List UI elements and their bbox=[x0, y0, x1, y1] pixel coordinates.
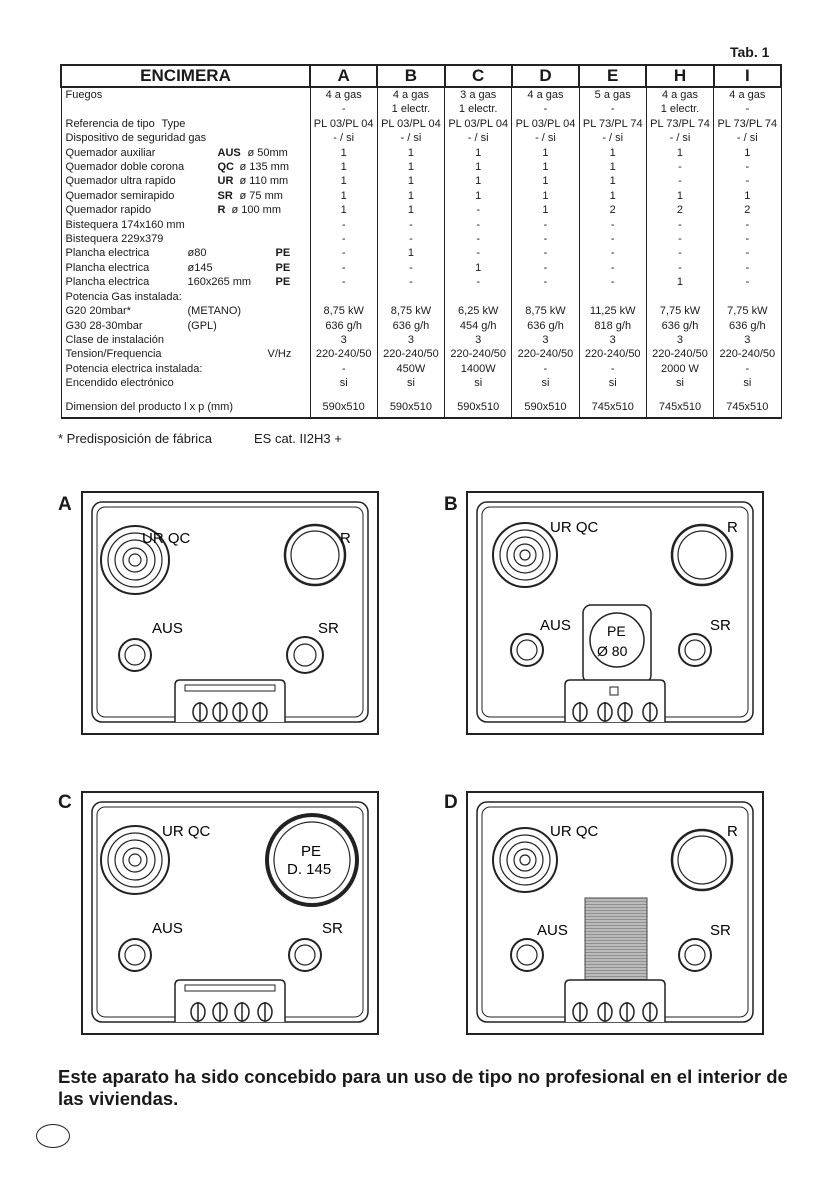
table-cell bbox=[579, 290, 646, 304]
label-pe-size: D. 145 bbox=[287, 861, 332, 878]
burner-sr bbox=[289, 939, 321, 971]
row-label bbox=[61, 290, 310, 304]
table-cell: 4 a gas bbox=[512, 87, 579, 102]
burner-ur-qc bbox=[493, 828, 557, 892]
row-label-pe: PE bbox=[275, 276, 291, 289]
table-cell: 2 bbox=[646, 203, 713, 217]
label-r: R bbox=[727, 519, 738, 536]
table-cell bbox=[646, 290, 713, 304]
table-cell: - bbox=[714, 261, 781, 275]
burner-r bbox=[672, 830, 732, 890]
label-pe: PE bbox=[301, 843, 322, 860]
footnote-text: * Predisposición de fábrica bbox=[58, 431, 212, 446]
row-label bbox=[61, 146, 310, 160]
row-label-text: Dimension del producto l x p (mm) bbox=[65, 401, 234, 414]
label-pe-size: Ø 80 bbox=[597, 643, 628, 659]
row-label bbox=[61, 347, 310, 361]
table-cell: PL 73/PL 74 bbox=[714, 117, 781, 131]
table-row bbox=[61, 246, 781, 260]
table-cell: - bbox=[310, 218, 377, 232]
table-cell: - bbox=[445, 246, 512, 260]
table-cell: 1 electr. bbox=[445, 102, 512, 116]
label-aus: AUS bbox=[152, 620, 183, 637]
column-header: C bbox=[445, 65, 512, 87]
label-pe: PE bbox=[607, 623, 626, 639]
row-label-text: Plancha electrica bbox=[65, 276, 150, 289]
table-cell: - bbox=[646, 246, 713, 260]
table-cell: 818 g/h bbox=[579, 319, 646, 333]
table-cell: 636 g/h bbox=[512, 319, 579, 333]
table-cell: - bbox=[646, 160, 713, 174]
table-cell: 1 bbox=[445, 160, 512, 174]
table-cell: 1 bbox=[646, 275, 713, 289]
row-label-code: R bbox=[217, 204, 226, 217]
label-sr: SR bbox=[710, 617, 731, 634]
row-label-text: Clase de instalación bbox=[65, 333, 164, 346]
table-cell: 220-240/50 bbox=[377, 347, 444, 361]
table-label: Tab. 1 bbox=[730, 44, 770, 60]
row-label-code: UR bbox=[217, 175, 234, 188]
row-label-text: Plancha electrica bbox=[65, 247, 150, 260]
burner-sr bbox=[287, 637, 323, 673]
table-row bbox=[61, 376, 781, 390]
row-label-size: ø 75 mm bbox=[239, 189, 283, 202]
table-cell: 1 bbox=[377, 189, 444, 203]
table-cell: - bbox=[310, 275, 377, 289]
row-label bbox=[61, 232, 310, 246]
label-sr: SR bbox=[710, 922, 731, 939]
usage-notice: Este aparato ha sido concebido para un uso de tipo no profesional en el interior de las viviendas. bbox=[58, 1066, 788, 1109]
table-cell: 1 bbox=[310, 189, 377, 203]
table-cell: 2 bbox=[714, 203, 781, 217]
page-number-circle bbox=[36, 1124, 70, 1148]
row-label-text: Bistequera 229x379 bbox=[65, 233, 164, 246]
table-cell: 220-240/50 bbox=[445, 347, 512, 361]
table-cell: 1 bbox=[714, 146, 781, 160]
table-cell: 1 bbox=[646, 189, 713, 203]
row-label bbox=[61, 131, 310, 145]
table-cell: - / si bbox=[579, 131, 646, 145]
table-cell: - bbox=[714, 232, 781, 246]
row-label-size: ø 135 mm bbox=[239, 161, 290, 174]
table-cell: - bbox=[579, 232, 646, 246]
column-header: I bbox=[714, 65, 781, 87]
table-cell: - bbox=[579, 246, 646, 260]
table-cell: 3 a gas bbox=[445, 87, 512, 102]
table-cell: 220-240/50 bbox=[512, 347, 579, 361]
table-cell bbox=[714, 290, 781, 304]
diagram-label-a: A bbox=[58, 494, 72, 515]
table-cell bbox=[445, 290, 512, 304]
table-cell: 8,75 kW bbox=[512, 304, 579, 318]
diagram-label-d: D bbox=[444, 792, 458, 813]
table-cell: - bbox=[377, 232, 444, 246]
footnote bbox=[58, 431, 342, 446]
table-cell: 636 g/h bbox=[377, 319, 444, 333]
table-cell: si bbox=[579, 376, 646, 390]
table-cell: 1 bbox=[512, 146, 579, 160]
table-cell: 3 bbox=[646, 333, 713, 347]
label-r: R bbox=[727, 823, 738, 840]
table-cell: - / si bbox=[377, 131, 444, 145]
table-cell bbox=[377, 290, 444, 304]
burner-sr bbox=[679, 634, 711, 666]
table-cell: 1 bbox=[377, 246, 444, 260]
table-cell: - bbox=[714, 246, 781, 260]
row-label-text: Potencia electrica instalada: bbox=[65, 362, 203, 375]
row-label-size: ø 100 mm bbox=[231, 204, 282, 217]
table-cell: - bbox=[377, 218, 444, 232]
row-label bbox=[61, 376, 310, 390]
row-label-mid: (GPL) bbox=[187, 319, 217, 332]
table-cell bbox=[512, 290, 579, 304]
table-cell: 1 bbox=[646, 146, 713, 160]
row-label-mid: 160x265 mm bbox=[187, 276, 252, 289]
table-cell: - bbox=[714, 275, 781, 289]
label-urqc: UR QC bbox=[142, 530, 191, 547]
row-label-text: Dispositivo de seguridad gas bbox=[65, 132, 207, 145]
table-cell: 1 bbox=[310, 174, 377, 188]
label-aus: AUS bbox=[537, 922, 568, 939]
table-cell: 590x510 bbox=[377, 391, 444, 418]
table-cell: 1 bbox=[512, 189, 579, 203]
hob-diagram-c bbox=[80, 790, 380, 1040]
table-cell: 220-240/50 bbox=[310, 347, 377, 361]
table-cell: PL 73/PL 74 bbox=[579, 117, 646, 131]
table-cell: - bbox=[714, 102, 781, 116]
table-cell: 8,75 kW bbox=[377, 304, 444, 318]
electric-plate-145 bbox=[267, 815, 357, 905]
table-cell: 5 a gas bbox=[579, 87, 646, 102]
table-cell: 636 g/h bbox=[714, 319, 781, 333]
table-cell: 636 g/h bbox=[646, 319, 713, 333]
table-cell: - bbox=[445, 203, 512, 217]
table-cell: - bbox=[445, 218, 512, 232]
table-cell: 4 a gas bbox=[646, 87, 713, 102]
row-label-rt: V/Hz bbox=[267, 348, 292, 361]
table-cell: 745x510 bbox=[646, 391, 713, 418]
table-cell: 7,75 kW bbox=[714, 304, 781, 318]
table-row bbox=[61, 203, 781, 217]
row-label-text: Tension/Frequencia bbox=[65, 348, 162, 361]
table-cell: PL 03/PL 04 bbox=[310, 117, 377, 131]
table-cell: - / si bbox=[714, 131, 781, 145]
table-cell: - bbox=[714, 160, 781, 174]
table-cell: 3 bbox=[310, 333, 377, 347]
table-cell: 1 bbox=[579, 189, 646, 203]
row-label-text: Quemador semirapido bbox=[65, 189, 175, 202]
column-header: D bbox=[512, 65, 579, 87]
table-row bbox=[61, 275, 781, 289]
table-cell: 220-240/50 bbox=[646, 347, 713, 361]
table-cell: 1 bbox=[512, 160, 579, 174]
label-aus: AUS bbox=[540, 617, 571, 634]
row-label bbox=[61, 362, 310, 376]
table-cell: 1 bbox=[377, 203, 444, 217]
burner-sr bbox=[679, 939, 711, 971]
table-cell: - / si bbox=[512, 131, 579, 145]
table-cell: - bbox=[579, 102, 646, 116]
column-header: E bbox=[579, 65, 646, 87]
row-label bbox=[61, 203, 310, 217]
burner-aus bbox=[511, 634, 543, 666]
table-cell: - bbox=[579, 218, 646, 232]
table-cell: 590x510 bbox=[310, 391, 377, 418]
table-row bbox=[61, 189, 781, 203]
row-label-text: Quemador ultra rapido bbox=[65, 175, 176, 188]
burner-aus bbox=[511, 939, 543, 971]
table-cell: - bbox=[310, 362, 377, 376]
column-header: A bbox=[310, 65, 377, 87]
table-cell: - bbox=[646, 174, 713, 188]
table-cell: - bbox=[512, 102, 579, 116]
table-cell: - bbox=[310, 246, 377, 260]
table-row bbox=[61, 333, 781, 347]
table-cell: si bbox=[714, 376, 781, 390]
table-cell: 1 bbox=[310, 146, 377, 160]
table-cell: - bbox=[579, 362, 646, 376]
table-cell: - bbox=[512, 218, 579, 232]
table-cell: 2000 W bbox=[646, 362, 713, 376]
table-cell: 8,75 kW bbox=[310, 304, 377, 318]
row-label-code: AUS bbox=[217, 146, 241, 159]
row-label bbox=[61, 319, 310, 333]
table-cell: PL 73/PL 74 bbox=[646, 117, 713, 131]
table-cell: 1 bbox=[714, 189, 781, 203]
table-row bbox=[61, 146, 781, 160]
row-label-mid: ø145 bbox=[187, 261, 213, 274]
table-cell: si bbox=[445, 376, 512, 390]
row-label-pe: PE bbox=[275, 247, 291, 260]
table-cell: 11,25 kW bbox=[579, 304, 646, 318]
gas-category: ES cat. II2H3 + bbox=[254, 431, 342, 446]
table-cell: - bbox=[310, 261, 377, 275]
table-cell: - bbox=[646, 218, 713, 232]
table-cell: - bbox=[646, 232, 713, 246]
row-label bbox=[61, 87, 310, 102]
table-row bbox=[61, 102, 781, 116]
row-label-text: G30 28-30mbar bbox=[65, 319, 143, 332]
table-header-row bbox=[61, 65, 781, 87]
table-cell: PL 03/PL 04 bbox=[377, 117, 444, 131]
table-cell: PL 03/PL 04 bbox=[445, 117, 512, 131]
table-cell: 590x510 bbox=[445, 391, 512, 418]
row-label-text: Bistequera 174x160 mm bbox=[65, 218, 185, 231]
table-cell: - bbox=[714, 218, 781, 232]
diagram-label-c: C bbox=[58, 792, 72, 813]
row-label-text: Quemador auxiliar bbox=[65, 146, 156, 159]
label-sr: SR bbox=[322, 920, 343, 937]
table-cell: 1 bbox=[377, 160, 444, 174]
table-cell: - bbox=[512, 362, 579, 376]
table-cell: - bbox=[579, 261, 646, 275]
row-label bbox=[61, 102, 310, 116]
row-label-text: Fuegos bbox=[65, 89, 103, 101]
table-cell: - bbox=[512, 232, 579, 246]
burner-aus bbox=[119, 639, 151, 671]
row-label-text: Plancha electrica bbox=[65, 261, 150, 274]
table-header-title: ENCIMERA bbox=[61, 65, 310, 87]
table-cell: si bbox=[646, 376, 713, 390]
table-cell: 1 bbox=[579, 160, 646, 174]
label-urqc: UR QC bbox=[162, 823, 211, 840]
table-cell: 6,25 kW bbox=[445, 304, 512, 318]
table-cell: 3 bbox=[579, 333, 646, 347]
row-label bbox=[61, 261, 310, 275]
table-row bbox=[61, 174, 781, 188]
label-urqc: UR QC bbox=[550, 823, 599, 840]
burner-ur-qc bbox=[493, 523, 557, 587]
table-cell: 3 bbox=[512, 333, 579, 347]
table-row bbox=[61, 232, 781, 246]
table-cell: 450W bbox=[377, 362, 444, 376]
row-label bbox=[61, 275, 310, 289]
table-cell: 1 bbox=[310, 160, 377, 174]
row-label-text: Quemador rapido bbox=[65, 204, 152, 217]
row-label-size: ø 110 mm bbox=[239, 175, 289, 188]
table-cell: 7,75 kW bbox=[646, 304, 713, 318]
table-row bbox=[61, 362, 781, 376]
table-cell: 1 bbox=[512, 174, 579, 188]
row-label-text: Quemador doble corona bbox=[65, 161, 185, 174]
table-cell: 220-240/50 bbox=[579, 347, 646, 361]
table-cell: 3 bbox=[377, 333, 444, 347]
table-row bbox=[61, 87, 781, 102]
row-label bbox=[61, 117, 310, 131]
row-label bbox=[61, 189, 310, 203]
table-cell: - bbox=[445, 275, 512, 289]
table-cell: - bbox=[310, 232, 377, 246]
table-cell: 4 a gas bbox=[310, 87, 377, 102]
table-cell: - / si bbox=[646, 131, 713, 145]
row-label-code: QC bbox=[217, 161, 234, 174]
table-cell: - bbox=[512, 261, 579, 275]
label-r: R bbox=[340, 530, 351, 547]
table-cell: - / si bbox=[445, 131, 512, 145]
row-label-code: SR bbox=[217, 189, 233, 202]
table-row bbox=[61, 319, 781, 333]
table-cell: 1 bbox=[377, 146, 444, 160]
spec-table bbox=[60, 64, 782, 419]
row-label bbox=[61, 304, 310, 318]
row-label-text: Potencia Gas instalada: bbox=[65, 290, 182, 303]
table-row bbox=[61, 391, 781, 418]
table-cell: - bbox=[377, 275, 444, 289]
column-header: H bbox=[646, 65, 713, 87]
table-cell: 1 bbox=[445, 261, 512, 275]
table-cell: 745x510 bbox=[714, 391, 781, 418]
table-cell: - bbox=[377, 261, 444, 275]
table-cell: - bbox=[579, 275, 646, 289]
row-label bbox=[61, 160, 310, 174]
diagram-label-b: B bbox=[444, 494, 458, 515]
table-cell: 1 bbox=[579, 174, 646, 188]
table-cell: - bbox=[646, 261, 713, 275]
table-cell: 1 bbox=[579, 146, 646, 160]
table-cell: - bbox=[445, 232, 512, 246]
table-row bbox=[61, 304, 781, 318]
table-cell: - bbox=[512, 275, 579, 289]
row-label-text: Referencia de tipo bbox=[65, 117, 155, 130]
row-label-text: Encendido electrónico bbox=[65, 377, 174, 390]
table-cell: si bbox=[512, 376, 579, 390]
table-cell: 590x510 bbox=[512, 391, 579, 418]
table-cell: 220-240/50 bbox=[714, 347, 781, 361]
table-cell: 3 bbox=[714, 333, 781, 347]
table-row bbox=[61, 290, 781, 304]
column-header: B bbox=[377, 65, 444, 87]
table-cell: - / si bbox=[310, 131, 377, 145]
table-cell: si bbox=[377, 376, 444, 390]
table-cell: 4 a gas bbox=[714, 87, 781, 102]
table-cell: 636 g/h bbox=[310, 319, 377, 333]
hob-diagram-a bbox=[80, 490, 380, 740]
label-aus: AUS bbox=[152, 920, 183, 937]
table-cell: - bbox=[714, 174, 781, 188]
table-cell: 1 bbox=[512, 203, 579, 217]
row-label-size: ø 50mm bbox=[247, 146, 288, 159]
table-row bbox=[61, 218, 781, 232]
row-label bbox=[61, 218, 310, 232]
hob-diagram-d bbox=[465, 790, 765, 1040]
row-label bbox=[61, 246, 310, 260]
label-sr: SR bbox=[318, 620, 339, 637]
table-row bbox=[61, 347, 781, 361]
table-row bbox=[61, 160, 781, 174]
table-row bbox=[61, 117, 781, 131]
table-cell: 745x510 bbox=[579, 391, 646, 418]
table-cell: 1 bbox=[310, 203, 377, 217]
table-cell: 3 bbox=[445, 333, 512, 347]
row-label-mid: (METANO) bbox=[187, 305, 242, 318]
table-cell: 1400W bbox=[445, 362, 512, 376]
table-cell: - bbox=[512, 246, 579, 260]
table-row bbox=[61, 131, 781, 145]
burner-aus bbox=[119, 939, 151, 971]
table-cell: PL 03/PL 04 bbox=[512, 117, 579, 131]
row-label bbox=[61, 333, 310, 347]
row-label bbox=[61, 391, 310, 418]
burner-r bbox=[672, 525, 732, 585]
table-cell: 2 bbox=[579, 203, 646, 217]
burner-r bbox=[285, 525, 345, 585]
table-cell: si bbox=[310, 376, 377, 390]
label-urqc: UR QC bbox=[550, 519, 599, 536]
griddle-plate bbox=[585, 898, 647, 982]
table-cell: 1 bbox=[445, 174, 512, 188]
control-panel bbox=[175, 680, 285, 722]
hob-diagram-b bbox=[465, 490, 765, 740]
table-cell: 1 electr. bbox=[377, 102, 444, 116]
table-cell: 1 bbox=[377, 174, 444, 188]
table-cell bbox=[310, 290, 377, 304]
row-label-pe: PE bbox=[275, 261, 291, 274]
table-cell: 1 bbox=[445, 146, 512, 160]
table-cell: 1 electr. bbox=[646, 102, 713, 116]
table-cell: - bbox=[310, 102, 377, 116]
table-cell: 454 g/h bbox=[445, 319, 512, 333]
table-cell: - bbox=[714, 362, 781, 376]
row-label-sub: Type bbox=[161, 117, 186, 130]
table-cell: 1 bbox=[445, 189, 512, 203]
burner-ur-qc bbox=[101, 826, 169, 894]
row-label-text: G20 20mbar* bbox=[65, 305, 131, 318]
table-cell: 4 a gas bbox=[377, 87, 444, 102]
row-label-mid: ø80 bbox=[187, 247, 207, 260]
row-label bbox=[61, 174, 310, 188]
table-row bbox=[61, 261, 781, 275]
